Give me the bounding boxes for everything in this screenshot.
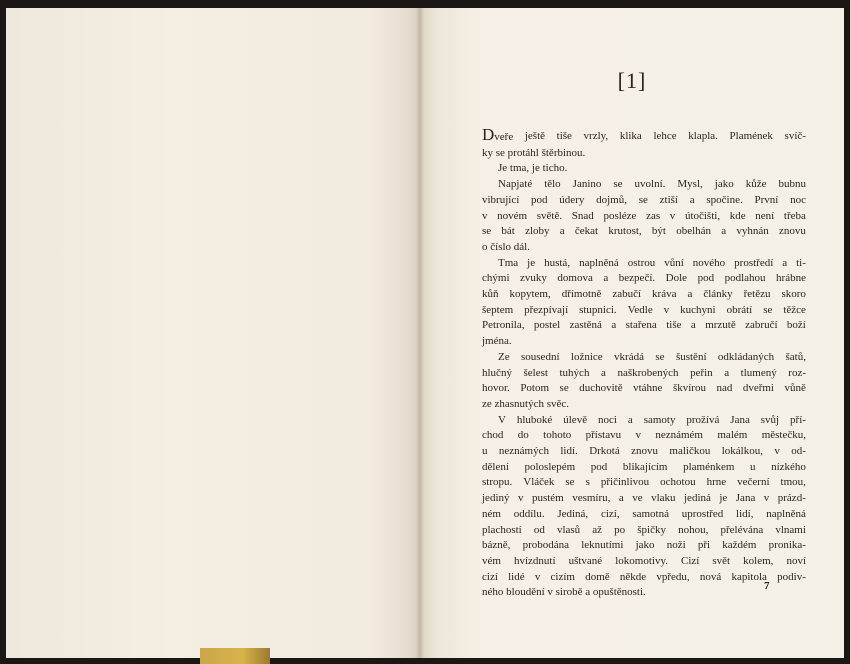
cover-corner bbox=[200, 648, 270, 664]
text-line: jména. bbox=[482, 335, 512, 348]
text-line: u neznámých lidí. Drkotá znovu maličkou lokálkou, v od- bbox=[482, 445, 806, 458]
text-line: šeptem přezpívají stupnici. Vedle v kuchyni obrátí se těžce bbox=[482, 303, 806, 316]
text-line: v novém světě. Snad posléze zas v útočišti, kde není třeba bbox=[482, 209, 806, 222]
text-line: ném oddílu. Jediná, cizí, samotná uprostřed lidí, naplněná bbox=[482, 507, 806, 520]
text-line: kůň kopytem, dřímotně zabučí kráva a články řetězu skoro bbox=[482, 288, 806, 301]
chapter-body-text bbox=[482, 125, 806, 601]
text-line: V hluboké úlevě noci a samoty prožívá Jana svůj pří- bbox=[498, 413, 806, 426]
text-line: stropu. Vláček se s přičinlivou ochotou hrne večerní tmou, bbox=[482, 476, 806, 489]
text-line: Tma je hustá, naplněná ostrou vůní nového prostředí a ti- bbox=[498, 256, 806, 269]
text-line: o číslo dál. bbox=[482, 240, 530, 253]
text-line: vém hvízdnutí uštvané lokomotivy. Cizí svět kolem, noví bbox=[482, 554, 806, 567]
text-line: cizí lidé v cizím domě někde vpředu, nová kapitola podiv- bbox=[482, 570, 806, 583]
text-line: ky se protáhl štěrbinou. bbox=[482, 146, 586, 159]
text-line: se bát zloby a čekat krutost, být obelhán a vyhnán znovu bbox=[482, 225, 806, 238]
text-line: dělení poloslepém pod blikajícím plaménkem u nízkého bbox=[482, 460, 806, 473]
text-line: Dveře ještě tiše vrzly, klika lehce klapla. Plamének svíč- bbox=[482, 125, 806, 144]
page-number: 7 bbox=[764, 580, 770, 592]
text-line: bázně, probodána leknutími jako noži při každém pronika- bbox=[482, 539, 806, 552]
book-gutter bbox=[416, 8, 424, 658]
text-line: Je tma, je ticho. bbox=[498, 162, 568, 175]
chapter-heading: [1] bbox=[617, 68, 647, 93]
text-line: ze zhasnutých svěc. bbox=[482, 397, 570, 410]
text-line: chými zvuky domova a bezpečí. Dole pod podlahou hrábne bbox=[482, 272, 806, 285]
text-line: hlučný šelest tuhých a naškrobených peřin a tlumený roz- bbox=[482, 366, 806, 379]
text-line: Napjaté tělo Janino se uvolní. Mysl, jako kůže bubnu bbox=[498, 178, 806, 191]
drop-cap: D bbox=[482, 125, 495, 144]
text-line: plachostí od vlasů až po špičky nohou, přelévána vlnami bbox=[482, 523, 806, 536]
text-line: chod do tohoto přístavu v neznámém malém městečku, bbox=[482, 429, 806, 442]
text-line: ného bloudění v sirobě a opuštěnosti. bbox=[482, 586, 646, 599]
text-line: Ze sousední ložnice vkrádá se šustění odkládaných šatů, bbox=[498, 350, 806, 363]
text-line: vibrující pod údery dojmů, se ztiší a spočine. První noc bbox=[482, 193, 806, 206]
text-line: jediný v pustém vesmíru, a ve vlaku jediná je Jana v prázd- bbox=[482, 492, 806, 505]
left-page bbox=[6, 8, 420, 658]
text-line: hovor. Potom se duchovitě vtáhne škvírou nad dveřmi vůně bbox=[482, 382, 806, 395]
right-page bbox=[420, 8, 844, 658]
text-line: Petronila, postel zastěná a stařena tiše a mrzutě zabručí boží bbox=[482, 319, 806, 332]
